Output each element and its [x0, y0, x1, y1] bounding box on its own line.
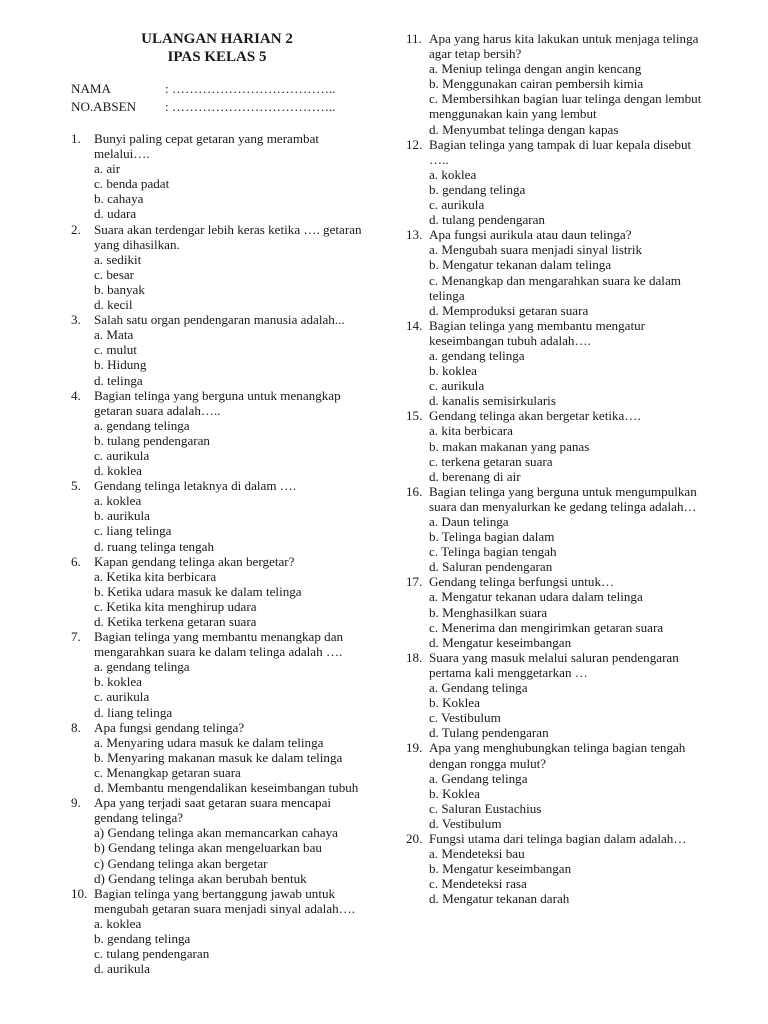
- answer-options: [429, 348, 706, 408]
- answer-option: b. cahaya: [94, 191, 144, 207]
- answer-option: d. berenang di air: [429, 468, 521, 484]
- question-text: Gendang telinga berfungsi untuk…: [429, 574, 615, 590]
- answer-option: a. Gendang telinga: [429, 680, 528, 696]
- question-text: Kapan gendang telinga akan bergetar?: [94, 553, 295, 569]
- answer-option: c. Menangkap dan mengarahkan suara ke dalam telinga: [429, 272, 681, 303]
- answer-option: d. ruang telinga tengah: [94, 538, 214, 554]
- question-item: [406, 650, 706, 741]
- question-text: Bagian telinga yang tampak di luar kepala disebut …..: [429, 136, 692, 167]
- answer-option: c. Ketika kita menghirup udara: [94, 598, 257, 614]
- question-item: [406, 227, 706, 318]
- question-text: Suara akan terdengar lebih keras ketika …. getaran yang dihasilkan.: [94, 221, 362, 252]
- answer-option: c. Menerima dan mengirimkan getaran suara: [429, 619, 664, 635]
- answer-option: c. Mendeteksi rasa: [429, 876, 527, 892]
- answer-option: a. gendang telinga: [94, 417, 190, 433]
- question-item: [406, 740, 706, 831]
- question-number: 8.: [71, 719, 81, 735]
- question-text: Apa yang harus kita lakukan untuk menjaga telinga agar tetap bersih?: [429, 31, 699, 62]
- answer-options: [94, 569, 371, 629]
- answer-option: d. liang telinga: [94, 704, 173, 720]
- question-number: 17.: [406, 574, 423, 590]
- question-item: [406, 484, 706, 575]
- question-item: [406, 318, 706, 409]
- question-item: [71, 629, 371, 720]
- question-item: [71, 554, 371, 629]
- question-text: Apa fungsi gendang telinga?: [94, 719, 245, 735]
- question-text: Bagian telinga yang membantu mengatur keseimbangan tubuh adalah….: [429, 317, 645, 348]
- answer-option: b. gendang telinga: [94, 930, 191, 946]
- answer-option: b. Koklea: [429, 695, 480, 711]
- answer-options: [94, 418, 371, 478]
- answer-option: d. Saluran pendengaran: [429, 559, 553, 575]
- question-number: 5.: [71, 478, 81, 494]
- answer-option: d. Memproduksi getaran suara: [429, 302, 589, 318]
- answer-option: d. kanalis semisirkularis: [429, 393, 556, 409]
- answer-option: a. kita berbicara: [429, 423, 513, 439]
- question-text: Bagian telinga yang bertanggung jawab untuk mengubah getaran suara menjadi sinyal adalah….: [94, 885, 356, 916]
- question-item: [71, 795, 371, 886]
- answer-option: b. Telinga bagian dalam: [429, 529, 555, 545]
- question-number: 4.: [71, 387, 81, 403]
- left-question-column: [71, 131, 371, 976]
- answer-options: [429, 846, 706, 906]
- answer-option: d. Mengatur tekanan darah: [429, 891, 570, 907]
- answer-options: [429, 423, 706, 483]
- question-number: 15.: [406, 408, 423, 424]
- answer-option: a. Mengubah suara menjadi sinyal listrik: [429, 242, 643, 258]
- answer-option: a. sedikit: [94, 251, 142, 267]
- answer-options: [429, 61, 706, 136]
- answer-option: a. gendang telinga: [94, 659, 190, 675]
- question-item: [406, 574, 706, 649]
- question-number: 11.: [406, 31, 422, 46]
- question-item: [406, 831, 706, 906]
- exam-title: ULANGAN HARIAN 2: [141, 31, 293, 47]
- answer-option: b. Menyaring makanan masuk ke dalam telinga: [94, 749, 343, 765]
- question-text: Bunyi paling cepat getaran yang merambat melalui….: [94, 131, 320, 162]
- question-number: 20.: [406, 830, 423, 846]
- question-text: Fungsi utama dari telinga bagian dalam adalah…: [429, 830, 687, 846]
- question-text: Gendang telinga letaknya di dalam ….: [94, 478, 297, 494]
- answer-option: a. Mata: [94, 327, 134, 343]
- answer-option: b. makan makanan yang panas: [429, 438, 590, 454]
- right-question-column: [406, 31, 706, 906]
- answer-option: c. Menangkap getaran suara: [94, 764, 241, 780]
- name-blank: : ………………………………..: [165, 81, 336, 96]
- answer-option: b. banyak: [94, 281, 145, 297]
- answer-option: c. aurikula: [429, 197, 485, 213]
- absen-label: NO.ABSEN: [71, 99, 137, 114]
- answer-options: [429, 589, 706, 649]
- question-number: 16.: [406, 483, 423, 499]
- question-number: 2.: [71, 221, 81, 237]
- answer-option: d. telinga: [94, 372, 143, 388]
- answer-option: a. koklea: [429, 166, 477, 182]
- answer-option: b. Menggunakan cairan pembersih kimia: [429, 76, 644, 92]
- answer-option: c. benda padat: [94, 176, 170, 192]
- question-number: 3.: [71, 312, 81, 328]
- answer-options: [94, 493, 371, 553]
- answer-option: d. Tulang pendengaran: [429, 725, 549, 741]
- answer-options: [94, 916, 371, 976]
- answer-option: b. Ketika udara masuk ke dalam telinga: [94, 583, 302, 599]
- answer-option: c. Vestibulum: [429, 710, 501, 726]
- question-number: 14.: [406, 317, 423, 333]
- answer-option: b. koklea: [429, 363, 477, 379]
- answer-option: d. Ketika terkena getaran suara: [94, 614, 257, 629]
- answer-option: b. aurikula: [94, 508, 150, 524]
- answer-option: a. Ketika kita berbicara: [94, 568, 217, 584]
- answer-options: [94, 161, 371, 221]
- answer-options: [429, 167, 706, 227]
- answer-options: [429, 514, 706, 574]
- question-item: [406, 408, 706, 483]
- answer-option: c. besar: [94, 266, 134, 282]
- answer-option: b. Mengatur keseimbangan: [429, 861, 572, 877]
- question-text: Gendang telinga akan bergetar ketika….: [429, 408, 641, 424]
- answer-option: d. udara: [94, 206, 137, 222]
- answer-option: d. kecil: [94, 297, 133, 313]
- answer-option: a. Meniup telinga dengan angin kencang: [429, 61, 642, 77]
- answer-option: b) Gendang telinga akan mengeluarkan bau: [94, 840, 322, 856]
- answer-option: c) Gendang telinga akan bergetar: [94, 855, 268, 871]
- answer-option: d. koklea: [94, 463, 142, 479]
- answer-option: a. Mendeteksi bau: [429, 846, 525, 862]
- answer-option: a. air: [94, 161, 121, 177]
- answer-option: d. Membantu mengendalikan keseimbangan tubuh: [94, 780, 359, 796]
- name-label: NAMA: [71, 81, 112, 96]
- question-number: 10.: [71, 885, 88, 901]
- answer-option: b. Menghasilkan suara: [429, 604, 548, 620]
- absen-blank: : ………………………………..: [165, 99, 336, 114]
- answer-options: [94, 327, 371, 387]
- answer-option: a. koklea: [94, 915, 142, 931]
- question-text: Bagian telinga yang berguna untuk mengumpulkan suara dan menyalurkan ke gedang telinga adalah…: [429, 483, 697, 514]
- question-text: Suara yang masuk melalui saluran pendengaran pertama kali menggetarkan …: [429, 649, 679, 680]
- answer-option: c. liang telinga: [94, 523, 172, 539]
- answer-option: c. mulut: [94, 342, 137, 358]
- question-text: Bagian telinga yang membantu menangkap dan mengarahkan suara ke dalam telinga adalah ….: [94, 629, 344, 660]
- question-item: [71, 131, 371, 222]
- question-item: [406, 31, 706, 137]
- answer-options: [94, 659, 371, 719]
- question-number: 1.: [71, 131, 81, 146]
- question-item: [71, 312, 371, 387]
- question-text: Apa fungsi aurikula atau daun telinga?: [429, 227, 632, 243]
- exam-subtitle: IPAS KELAS 5: [167, 49, 267, 65]
- question-number: 13.: [406, 227, 423, 243]
- question-number: 6.: [71, 553, 81, 569]
- question-item: [71, 478, 371, 553]
- answer-option: a. Daun telinga: [429, 514, 509, 529]
- question-text: Apa yang menghubungkan telinga bagian tengah dengan rongga mulut?: [429, 740, 686, 771]
- answer-option: b. Mengatur tekanan dalam telinga: [429, 257, 612, 273]
- answer-option: b. gendang telinga: [429, 181, 526, 197]
- answer-option: c. aurikula: [429, 378, 485, 394]
- answer-option: a. Gendang telinga: [429, 770, 528, 786]
- answer-option: b. koklea: [94, 674, 142, 690]
- answer-option: c. aurikula: [94, 689, 150, 705]
- answer-option: c. terkena getaran suara: [429, 453, 553, 469]
- question-number: 9.: [71, 795, 81, 811]
- answer-option: b. Koklea: [429, 785, 480, 801]
- answer-option: a) Gendang telinga akan memancarkan cahaya: [94, 825, 338, 841]
- answer-option: c. aurikula: [94, 447, 150, 463]
- answer-option: d. Menyumbat telinga dengan kapas: [429, 121, 619, 137]
- question-number: 12.: [406, 136, 423, 152]
- question-item: [71, 222, 371, 313]
- answer-option: d. tulang pendengaran: [429, 212, 545, 228]
- answer-options: [429, 242, 706, 317]
- answer-option: d. aurikula: [94, 961, 150, 977]
- answer-option: b. tulang pendengaran: [94, 432, 210, 448]
- question-number: 18.: [406, 649, 423, 665]
- question-item: [71, 886, 371, 977]
- answer-option: c. Membersihkan bagian luar telinga dengan lembut menggunakan kain yang lembut: [429, 91, 702, 122]
- question-text: Apa yang terjadi saat getaran suara mencapai gendang telinga?: [94, 795, 332, 826]
- answer-option: a. Menyaring udara masuk ke dalam telinga: [94, 734, 324, 750]
- answer-option: c. tulang pendengaran: [94, 946, 210, 962]
- answer-options: [94, 825, 371, 885]
- question-number: 7.: [71, 629, 81, 645]
- answer-options: [94, 735, 371, 795]
- answer-option: c. Saluran Eustachius: [429, 800, 542, 816]
- answer-option: d. Vestibulum: [429, 815, 502, 831]
- question-item: [71, 388, 371, 479]
- question-number: 19.: [406, 740, 423, 756]
- question-text: Salah satu organ pendengaran manusia adalah...: [94, 312, 345, 328]
- answer-option: a. koklea: [94, 493, 142, 509]
- answer-options: [429, 680, 706, 740]
- answer-options: [94, 252, 371, 312]
- question-text: Bagian telinga yang berguna untuk menangkap getaran suara adalah…..: [94, 387, 341, 418]
- answer-option: a. Mengatur tekanan udara dalam telinga: [429, 589, 643, 605]
- answer-option: d) Gendang telinga akan berubah bentuk: [94, 870, 307, 886]
- question-item: [406, 137, 706, 228]
- question-item: [71, 720, 371, 795]
- answer-options: [429, 771, 706, 831]
- answer-option: b. Hidung: [94, 357, 147, 373]
- answer-option: c. Telinga bagian tengah: [429, 544, 557, 560]
- answer-option: d. Mengatur keseimbangan: [429, 634, 572, 650]
- answer-option: a. gendang telinga: [429, 347, 525, 363]
